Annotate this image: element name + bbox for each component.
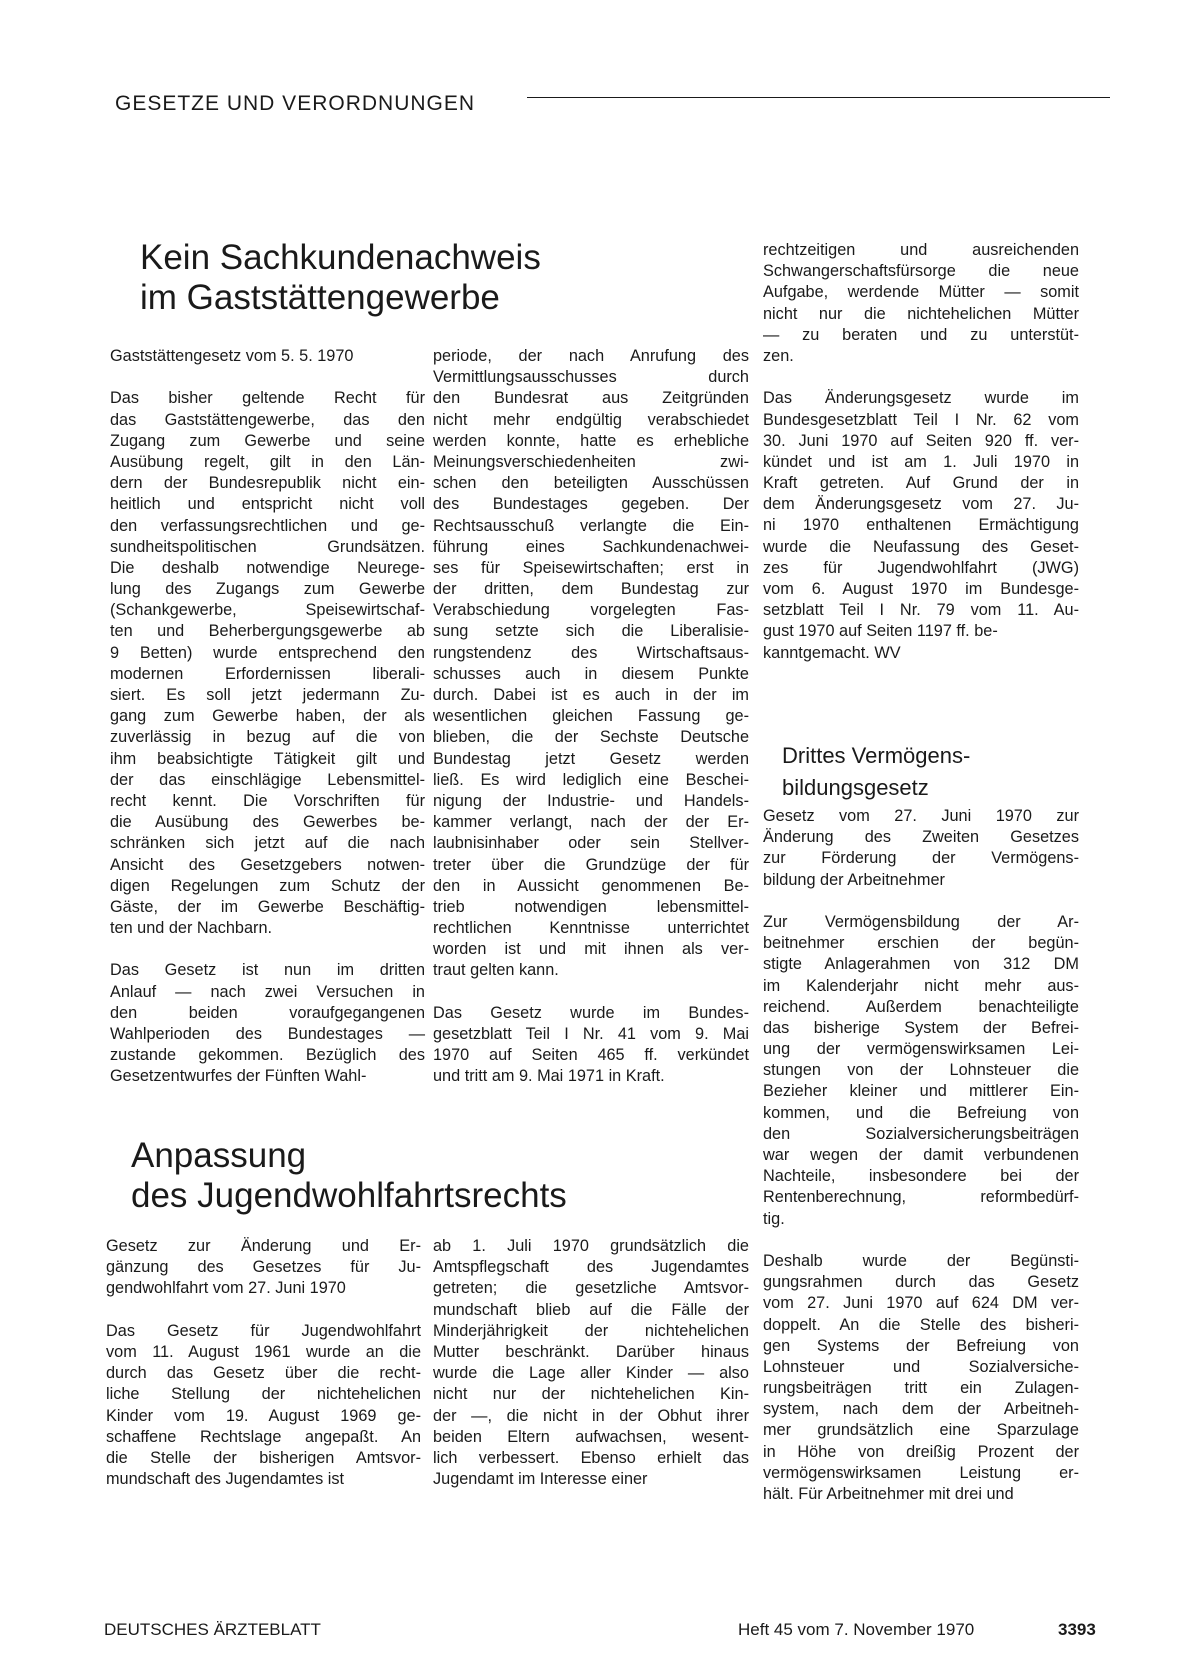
text-line: das Gaststättengewerbe, das den [110,410,425,429]
paragraph-gap [110,367,425,388]
text-line: vom 27. Juni 1970 auf 624 DM ver- [763,1294,1079,1313]
title-line: Anpassung [131,1136,307,1175]
text-line: rungstendenz des Wirtschaftsaus- [433,643,749,662]
text-line: gust 1970 auf Seiten 1197 ff. be- [763,622,998,641]
text-line: Rechtsausschuß verlangte die Ein- [433,516,749,535]
text-line: kündet und ist am 1. Juli 1970 in [763,452,1079,471]
text-line: (Schankgewerbe, Speisewirtschaf- [110,601,425,620]
text-line: Amtspflegschaft des Jugendamtes [433,1258,749,1277]
text-line: sundheitspolitischen Grundsätzen. [110,537,425,556]
article-title-sachkundenachweis [140,238,541,318]
text-line: Verabschiedung vorgelegten Fas- [433,601,749,620]
text-line: Die deshalb notwendige Neurege- [110,558,425,577]
text-line: gungsrahmen durch das Gesetz [763,1273,1079,1292]
text-line: rechtzeitigen und ausreichenden [763,241,1079,259]
text-line: ten und Beherbergungsgewerbe ab [110,622,425,641]
text-line: stigte Anlagerahmen von 312 DM [763,955,1079,974]
column-3-continuation [763,240,1079,643]
text-line: — zu beraten und zu unterstüt- [763,325,1079,344]
text-line: war wegen der damit verbundenen [763,1146,1079,1164]
text-line: der —, die nicht in der Obhut ihrer [433,1406,749,1425]
text-line: Deshalb wurde der Begünsti- [763,1251,1079,1270]
text-line: Lohnsteuer und Sozialversiche- [763,1357,1079,1376]
text-line: lich verbessert. Ebenso erhielt das [433,1448,749,1467]
text-line: periode, der nach Anrufung des [433,347,749,365]
article1-column-1 [110,346,425,1088]
article2-column-2 [433,1236,749,1490]
text-line: vom 6. August 1970 im Bundesge- [763,580,1079,598]
text-line: kammer verlangt, nach der der Er- [433,813,749,832]
text-line: system, nach dem der Arbeitneh- [763,1400,1079,1419]
text-line: ses für Speisewirtschaften; erst in [433,558,749,577]
text-line: mer grundsätzlich eine Sparzulage [763,1421,1079,1440]
text-line: siert. Es soll jetzt jedermann Zu- [110,686,425,704]
text-line: führung eines Sachkundenachwei- [433,537,749,556]
text-line: blieben, die der Sechste Deutsche [433,728,749,747]
last-line: kanntgemacht. [763,644,870,662]
text-line: durch das Gesetz über die recht- [106,1364,421,1383]
text-line: Vermittlungsausschusses durch [433,368,749,387]
text-line: bildung der Arbeitnehmer [763,870,945,889]
text-line: zes für Jugendwohlfahrt (JWG) [763,558,1079,577]
text-line: Meinungsverschiedenheiten zwi- [433,452,749,471]
text-line: nicht mehr endgültig verabschiedet [433,410,749,429]
column-3-signature-line [763,643,1079,664]
text-line: wurde die Neufassung des Geset- [763,537,1079,556]
paragraph-gap [763,1230,1079,1251]
text-line: stungen von der Lohnsteuer die [763,1061,1079,1080]
title-line: Drittes Vermögens- [782,743,971,768]
paragraph-gap [763,891,1079,912]
paragraph-gap [106,1300,421,1321]
text-line: den in Aussicht genommenen Be- [433,876,749,895]
text-line: das bisherige System der Befrei- [763,1018,1079,1037]
paragraph-gap [433,982,749,1003]
text-line: Schwangerschaftsfürsorge die neue [763,262,1079,281]
text-line: liche Stellung der nichtehelichen [106,1385,421,1404]
article3-body [763,806,1079,1505]
paragraph-gap [110,939,425,960]
text-line: ten und der Nachbarn. [110,919,273,938]
title-line: bildungsgesetz [782,775,929,800]
text-line: traut gelten kann. [433,961,559,980]
text-line: mundschaft des Jugendamtes ist [106,1470,345,1489]
text-line: 1970 auf Seiten 465 ff. verkündet [433,1046,749,1065]
text-line: Bundestag jetzt Gesetz werden [433,749,749,768]
title-line: Kein Sachkundenachweis [140,238,541,277]
text-line: nigung der Industrie- und Handels- [433,791,749,810]
text-line: dem Änderungsgesetz vom 27. Ju- [763,495,1079,514]
article-title-vermoegensbildung [782,740,970,804]
text-line: durch. Dabei ist es auch in der im [433,686,749,704]
text-line: Zur Vermögensbildung der Ar- [763,912,1079,931]
text-line: Das Gesetz wurde im Bundes- [433,1003,749,1022]
text-line: ihm beabsichtigte Tätigkeit gilt und [110,749,425,768]
title-line: im Gaststättengewerbe [140,278,500,317]
text-line: worden ist und mit ihnen als ver- [433,940,749,959]
text-line: den Sozialversicherungsbeiträgen [763,1124,1079,1143]
text-line: recht kennt. Die Vorschriften für [110,791,425,810]
article2-column-1 [106,1236,421,1490]
text-line: Das Gesetz ist nun im dritten [110,961,425,980]
text-line: zur Förderung der Vermögens- [763,849,1079,868]
text-line: vermögenswirksamen Leistung er- [763,1463,1079,1482]
text-line: digen Regelungen zum Schutz der [110,876,425,895]
text-line: getreten; die gesetzliche Amtsvor- [433,1279,749,1298]
text-line: beitnehmer erschien der begün- [763,934,1079,953]
text-line: ung der vermögenswirksamen Lei- [763,1040,1079,1059]
text-line: werden konnte, hatte es erhebliche [433,431,749,450]
text-line: Wahlperioden des Bundestages — [110,1025,425,1043]
text-line: ließ. Es wird lediglich eine Beschei- [433,770,749,789]
author-signature: WV [874,644,901,662]
text-line: modernen Erfordernissen liberali- [110,664,425,683]
text-line: trieb notwendigen lebensmittel- [433,897,749,916]
text-line: der dritten, dem Bundestag zur [433,580,749,599]
text-line: Ansicht des Gesetzgebers notwen- [110,855,425,874]
text-line: Das Änderungsgesetz wurde im [763,389,1079,408]
text-line: in Höhe von dreißig Prozent der [763,1442,1079,1461]
text-line: zen. [763,346,794,365]
text-line: ni 1970 enthaltenen Ermächtigung [763,516,1079,535]
text-line: Bundesgesetzblatt Teil I Nr. 62 vom [763,410,1079,429]
text-line: Zugang zum Gewerbe und seine [110,431,425,450]
text-line: dern der Bundesrepublik nicht ein- [110,474,425,493]
section-label: GESETZE UND VERORDNUNGEN [115,92,476,115]
text-line: Jugendamt im Interesse einer [433,1470,648,1489]
text-line: Gesetz zur Änderung und Er- [106,1237,421,1255]
text-line: treter über die Grundzüge der für [433,855,749,874]
text-line: gen Systems der Befreiung von [763,1336,1079,1355]
text-line: Gaststättengesetz vom 5. 5. 1970 [110,347,354,365]
text-line: schusses auch in diesem Punkte [433,664,749,683]
text-line: beiden Eltern aufwachsen, wesent- [433,1427,749,1446]
text-line: Bezieher kleiner und mittlerer Ein- [763,1082,1079,1101]
text-line: Kinder vom 19. August 1969 ge- [106,1406,421,1425]
text-line: Minderjährigkeit der nichtehelichen [433,1321,749,1340]
text-line: rechtlichen Kenntnisse unterrichtet [433,919,749,938]
text-line: vom 11. August 1961 wurde an die [106,1342,421,1361]
text-line: Das bisher geltende Recht für [110,389,425,408]
text-line: Das Gesetz für Jugendwohlfahrt [106,1321,421,1340]
text-line: Rentenberechnung, reformbedürf- [763,1188,1079,1207]
text-line: gänzung des Gesetzes für Ju- [106,1258,421,1277]
text-line: Anlauf — nach zwei Versuchen in [110,982,425,1001]
text-line: reichend. Außerdem benachteiligte [763,997,1079,1016]
text-line: hält. Für Arbeitnehmer mit drei und [763,1485,1014,1503]
text-line: sung setzte sich die Liberalisie- [433,622,749,641]
text-line: nicht nur der nichtehelichen Kin- [433,1385,749,1404]
paragraph-gap [763,367,1079,388]
text-line: Kraft getreten. Auf Grund der in [763,474,1079,493]
section-rule [527,97,1110,98]
text-line: nicht nur die nichtehelichen Mütter [763,304,1079,323]
text-line: Gäste, der im Gewerbe Beschäftig- [110,897,425,916]
text-line: gesetzblatt Teil I Nr. 41 vom 9. Mai [433,1025,749,1043]
text-line: den verfassungsrechtlichen und ge- [110,516,425,535]
issue-info: Heft 45 vom 7. November 1970 [738,1620,975,1639]
text-line: schen den beteiligten Ausschüssen [433,474,749,493]
text-line: gang zum Gewerbe haben, der als [110,707,425,726]
text-line: schaffene Rechtslage angepaßt. An [106,1427,421,1446]
text-line: den beiden voraufgegangenen [110,1003,425,1022]
text-line: kommen, und die Befreiung von [763,1103,1079,1122]
text-line: zuverlässig in bezug auf die von [110,728,425,747]
text-line: rungsbeiträgen tritt ein Zulagen- [763,1379,1079,1398]
text-line: Ausübung regelt, gilt in den Län- [110,452,425,471]
journal-name: DEUTSCHES ÄRZTEBLATT [104,1620,321,1639]
text-line: tig. [763,1209,785,1228]
text-line: ab 1. Juli 1970 grundsätzlich die [433,1237,749,1255]
text-line: der das einschlägige Lebensmittel- [110,770,425,789]
article-title-jugendwohlfahrt [131,1136,567,1216]
text-line: Mutter beschränkt. Darüber hinaus [433,1342,749,1361]
text-line: die Ausübung des Gewerbes be- [110,813,425,832]
text-line: Gesetzentwurfes der Fünften Wahl- [110,1067,367,1086]
article1-column-2 [433,346,749,1088]
text-line: setzblatt Teil I Nr. 79 vom 11. Au- [763,601,1079,620]
text-line: Gesetz vom 27. Juni 1970 zur [763,807,1079,825]
text-line: wurde die Lage aller Kinder — also [433,1364,749,1383]
text-line: Nachteile, insbesondere bei der [763,1167,1079,1186]
text-line: heitlich und entspricht nicht voll [110,495,425,514]
text-line: lung des Zugangs zum Gewerbe [110,580,425,599]
text-line: zustande gekommen. Bezüglich des [110,1046,425,1065]
page-number: 3393 [1058,1620,1096,1639]
text-line: den Bundesrat aus Zeitgründen [433,389,749,408]
text-line: gendwohlfahrt vom 27. Juni 1970 [106,1279,346,1298]
text-line: Aufgabe, werdende Mütter — somit [763,283,1079,302]
text-line: Änderung des Zweiten Gesetzes [763,828,1079,847]
text-line: 30. Juni 1970 auf Seiten 920 ff. ver- [763,431,1079,450]
text-line: 9 Betten) wurde entsprechend den [110,643,425,662]
title-line: des Jugendwohlfahrtsrechts [131,1176,567,1215]
text-line: doppelt. An die Stelle des bisheri- [763,1315,1079,1334]
text-line: laubnisinhaber oder sein Stellver- [433,834,749,853]
text-line: die Stelle der bisherigen Amtsvor- [106,1448,421,1467]
text-line: wesentlichen gleichen Fassung ge- [433,707,749,726]
text-line: im Kalenderjahr nicht mehr aus- [763,976,1079,995]
text-line: des Bundestages gegeben. Der [433,495,749,514]
text-line: und tritt am 9. Mai 1971 in Kraft. [433,1067,665,1086]
text-line: schränken sich jetzt auf die nach [110,834,425,853]
text-line: mundschaft blieb auf die Fälle der [433,1300,749,1319]
